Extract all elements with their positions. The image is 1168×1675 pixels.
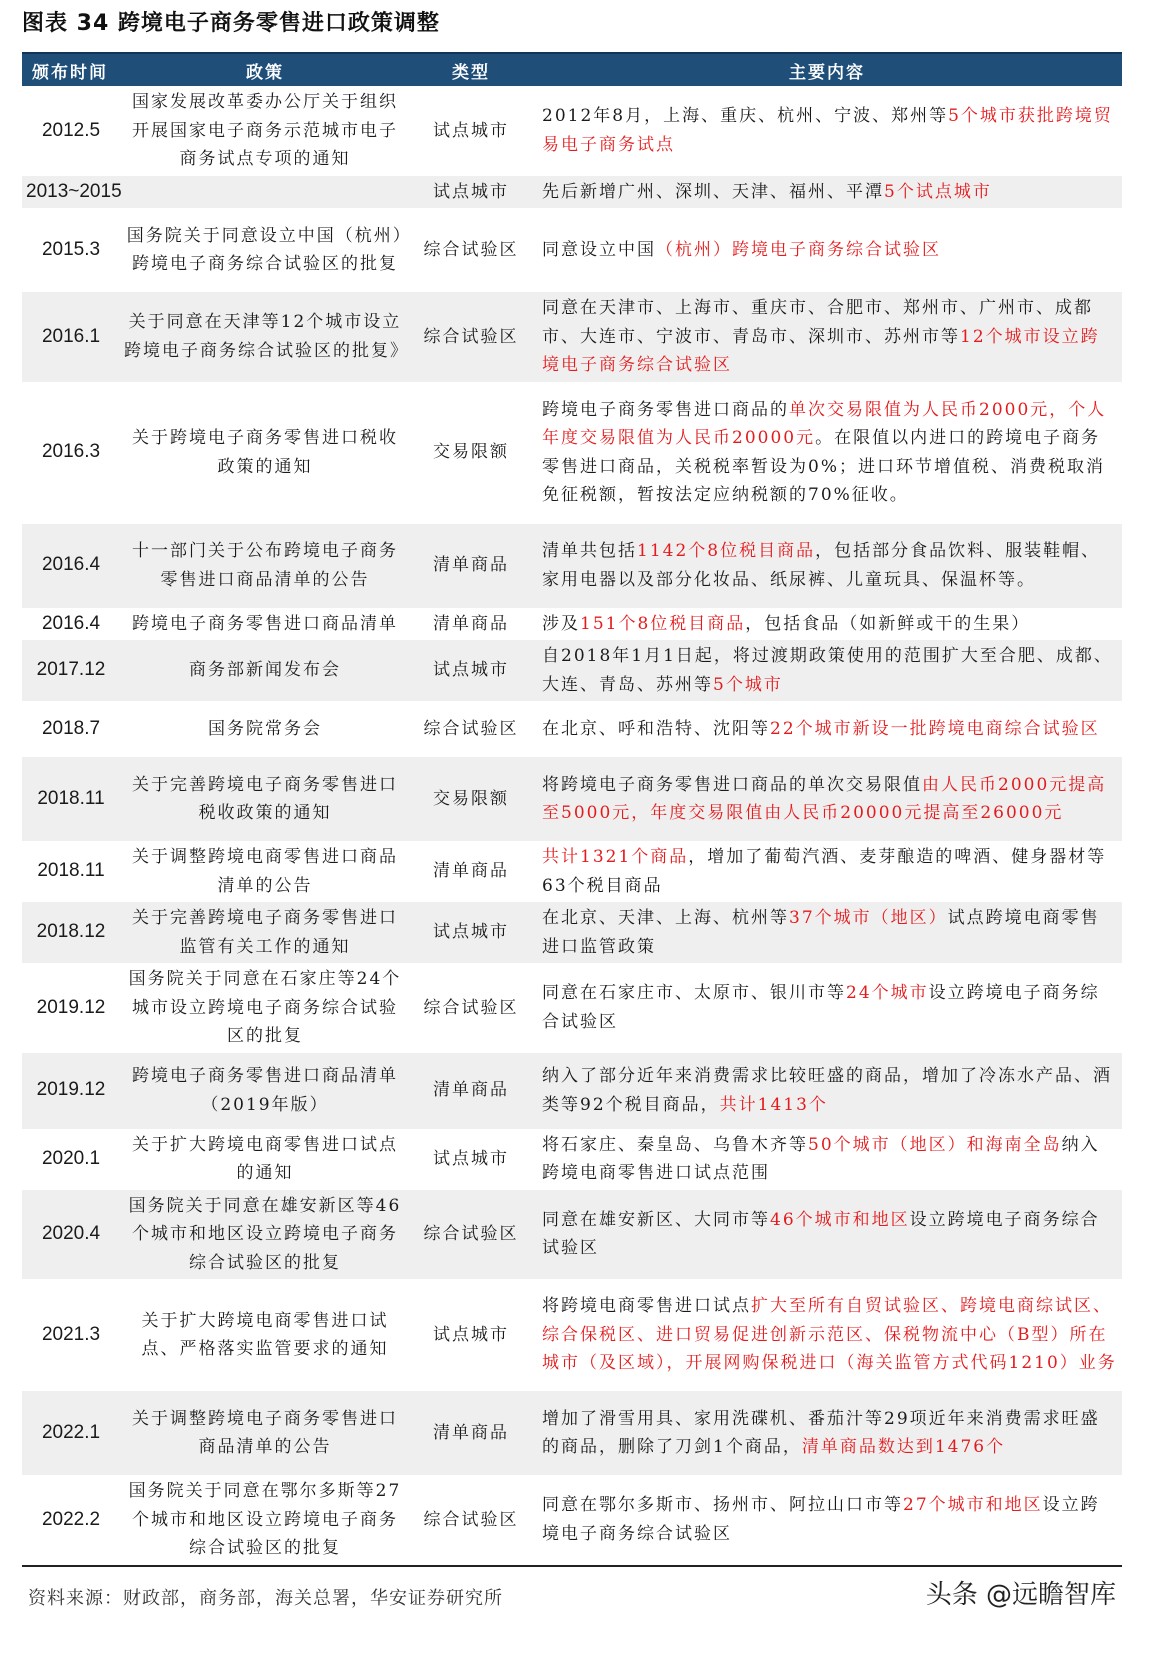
cell-type: 综合试验区 bbox=[423, 997, 519, 1018]
cell-content bbox=[532, 208, 1122, 292]
cell-content bbox=[532, 1190, 1122, 1280]
content-text: 试点跨境电商零售进口监管政策 bbox=[542, 908, 1100, 957]
cell-date: 2022.1 bbox=[41, 1421, 101, 1443]
highlight-text: 12个城市设立跨境电子商务综合试验区 bbox=[542, 326, 1100, 375]
cell-policy: 关于调整跨境电商零售进口商品清单的公告 bbox=[132, 847, 398, 896]
watermark: 头条 @远瞻智库 bbox=[925, 1580, 1116, 1610]
cell-date: 2018.11 bbox=[37, 860, 105, 882]
content-text: 。在限值以内进口的跨境电子商务零售进口商品，关税税率暂设为0%；进口环节增值税、消费税取消免征税额，暂按法定应纳税额的70%征收。 bbox=[542, 428, 1105, 505]
highlight-text: 24个城市 bbox=[846, 983, 929, 1004]
content-text: 同意在石家庄市、太原市、银川市等 bbox=[542, 983, 846, 1004]
cell-type: 综合试验区 bbox=[423, 1509, 519, 1530]
content-text: 设立跨境电子商务综合试验区 bbox=[542, 1209, 1100, 1259]
table-row bbox=[22, 608, 1122, 641]
cell-policy: 关于扩大跨境电商零售进口试点的通知 bbox=[132, 1134, 398, 1183]
cell-type: 交易限额 bbox=[433, 788, 509, 809]
cell-type: 试点城市 bbox=[433, 660, 509, 681]
header-type: 类型 bbox=[452, 62, 490, 83]
content-text: 先后新增广州、深圳、天津、福州、平潭 bbox=[542, 181, 884, 202]
cell-content bbox=[532, 757, 1122, 841]
cell-content bbox=[532, 701, 1122, 757]
cell-policy: 十一部门关于公布跨境电子商务零售进口商品清单的公告 bbox=[132, 541, 398, 590]
cell-type: 清单商品 bbox=[433, 861, 509, 882]
header-date: 颁布时间 bbox=[32, 62, 108, 83]
content-text: 同意在鄂尔多斯市、扬州市、阿拉山口市等 bbox=[542, 1495, 903, 1516]
cell-policy: 国务院关于同意在石家庄等24个城市设立跨境电子商务综合试验区的批复 bbox=[128, 969, 402, 1046]
content-text: 将跨境电子商务零售进口商品的单次交易限值 bbox=[542, 774, 922, 795]
table-row bbox=[22, 176, 1122, 209]
content-text: 同意设立中国 bbox=[542, 239, 656, 260]
content-text: 涉及 bbox=[542, 613, 580, 634]
bottom-rule bbox=[22, 1565, 1122, 1567]
table-header bbox=[22, 53, 1122, 86]
cell-date: 2021.3 bbox=[41, 1323, 101, 1345]
header-policy: 政策 bbox=[246, 62, 284, 83]
cell-content bbox=[532, 902, 1122, 963]
cell-policy: 跨境电子商务零售进口商品清单 bbox=[132, 613, 398, 634]
cell-date: 2019.12 bbox=[36, 1079, 106, 1101]
table-row bbox=[22, 963, 1122, 1053]
cell-date: 2018.11 bbox=[37, 787, 105, 809]
highlight-text: 5个城市 bbox=[713, 674, 783, 695]
cell-date: 2019.12 bbox=[36, 996, 106, 1018]
figure-title: 图表 34 跨境电子商务零售进口政策调整 bbox=[22, 11, 440, 36]
cell-content bbox=[532, 382, 1122, 524]
cell-content bbox=[532, 524, 1122, 608]
header-content: 主要内容 bbox=[789, 62, 865, 83]
cell-policy: 关于调整跨境电子商务零售进口商品清单的公告 bbox=[132, 1408, 398, 1457]
content-text: 增加了滑雪用具、家用洗碟机、番茄汁等29项近年来消费需求旺盛的商品，删除了刀剑1个商品， bbox=[542, 1408, 1100, 1457]
highlight-text: 46个城市和地区 bbox=[770, 1209, 910, 1230]
table-body bbox=[22, 86, 1122, 1565]
table-row bbox=[22, 1053, 1122, 1129]
cell-policy: 国务院常务会 bbox=[208, 718, 322, 739]
cell-date: 2013~2015 bbox=[26, 180, 122, 202]
policy-table bbox=[22, 52, 1122, 1565]
table-row bbox=[22, 524, 1122, 608]
cell-date: 2016.4 bbox=[41, 612, 101, 634]
cell-type: 清单商品 bbox=[433, 1422, 509, 1443]
cell-type: 试点城市 bbox=[433, 1324, 509, 1345]
content-text: 清单共包括 bbox=[542, 541, 637, 561]
cell-date: 2016.3 bbox=[41, 441, 101, 463]
table-row bbox=[22, 208, 1122, 292]
highlight-text: 单次交易限值为人民币2000元，个人年度交易限值为人民币20000元 bbox=[542, 399, 1107, 448]
cell-content bbox=[532, 1053, 1122, 1129]
cell-type: 综合试验区 bbox=[423, 326, 519, 347]
cell-content bbox=[532, 1129, 1122, 1190]
cell-date: 2016.1 bbox=[41, 325, 101, 347]
cell-content bbox=[532, 1391, 1122, 1475]
content-text: 跨境电子商务零售进口商品的 bbox=[542, 399, 789, 420]
cell-type: 清单商品 bbox=[433, 555, 509, 576]
cell-date: 2018.7 bbox=[41, 717, 101, 739]
cell-type: 交易限额 bbox=[433, 442, 509, 463]
cell-policy: 关于同意在天津等12个城市设立跨境电子商务综合试验区的批复》 bbox=[124, 312, 409, 361]
table-row bbox=[22, 841, 1122, 902]
content-text: 设立跨境电子商务综合试验区 bbox=[542, 983, 1100, 1032]
cell-date: 2012.5 bbox=[41, 119, 101, 141]
highlight-text: 共计1321个商品 bbox=[542, 847, 689, 867]
cell-type: 试点城市 bbox=[433, 1148, 509, 1169]
content-text: 2012年8月，上海、重庆、杭州、宁波、郑州等 bbox=[542, 106, 949, 127]
content-text: 纳入了部分近年来消费需求比较旺盛的商品，增加了冷冻水产品、酒类等92个税目商品， bbox=[542, 1066, 1112, 1115]
content-text: 在北京、呼和浩特、沈阳等 bbox=[542, 718, 770, 739]
highlight-text: 37个城市（地区） bbox=[789, 908, 948, 928]
content-text: 同意在雄安新区、大同市等 bbox=[542, 1209, 770, 1230]
cell-content bbox=[532, 640, 1122, 701]
table-row bbox=[22, 382, 1122, 524]
cell-content bbox=[532, 963, 1122, 1053]
cell-policy: 国家发展改革委办公厅关于组织开展国家电子商务示范城市电子商务试点专项的通知 bbox=[132, 92, 398, 169]
cell-type: 试点城市 bbox=[433, 922, 509, 943]
cell-type: 清单商品 bbox=[433, 1080, 509, 1101]
cell-policy: 关于跨境电子商务零售进口税收政策的通知 bbox=[132, 428, 398, 477]
highlight-text: 22个城市新设一批跨境电商综合试验区 bbox=[770, 718, 1100, 739]
highlight-text: 1142个8位税目商品 bbox=[637, 541, 816, 561]
table-row bbox=[22, 701, 1122, 757]
highlight-text: 由人民币2000元提高至5000元，年度交易限值由人民币20000元提高至26000元 bbox=[542, 774, 1107, 823]
cell-policy: 跨境电子商务零售进口商品清单（2019年版） bbox=[132, 1066, 398, 1115]
cell-policy: 关于完善跨境电子商务零售进口税收政策的通知 bbox=[132, 774, 398, 823]
cell-policy: 关于扩大跨境电商零售进口试点、严格落实监管要求的通知 bbox=[141, 1310, 389, 1359]
table-row bbox=[22, 1475, 1122, 1565]
table-row bbox=[22, 902, 1122, 963]
highlight-text: 共计1413个 bbox=[719, 1094, 828, 1115]
highlight-text: （杭州）跨境电子商务综合试验区 bbox=[656, 239, 941, 260]
cell-type: 清单商品 bbox=[433, 613, 509, 634]
cell-policy: 商务部新闻发布会 bbox=[189, 660, 341, 681]
cell-type: 试点城市 bbox=[433, 181, 509, 202]
cell-date: 2020.4 bbox=[41, 1223, 101, 1244]
table-row bbox=[22, 1391, 1122, 1475]
content-text: ，包括食品（如新鲜或干的生果） bbox=[745, 613, 1031, 634]
content-text: 同意在天津市、上海市、重庆市、合肥市、郑州市、广州市、成都市、大连市、宁波市、青岛市、深圳市、苏州市等 bbox=[542, 298, 1093, 347]
cell-type: 综合试验区 bbox=[423, 1224, 519, 1244]
content-text: 将石家庄、秦皇岛、乌鲁木齐等 bbox=[542, 1134, 808, 1155]
highlight-text: 50个城市（地区）和海南全岛 bbox=[808, 1134, 1062, 1155]
table-row bbox=[22, 1190, 1122, 1280]
content-text: 自2018年1月1日起，将过渡期政策使用的范围扩大至合肥、成都、大连、青岛、苏州等 bbox=[542, 646, 1113, 695]
cell-date: 2015.3 bbox=[41, 238, 101, 260]
cell-date: 2016.4 bbox=[41, 554, 101, 576]
cell-content bbox=[532, 608, 1122, 641]
cell-content bbox=[532, 176, 1122, 209]
cell-date: 2018.12 bbox=[36, 921, 106, 943]
table-row bbox=[22, 1129, 1122, 1190]
highlight-text: 27个城市和地区 bbox=[903, 1495, 1043, 1516]
cell-policy: 国务院关于同意设立中国（杭州）跨境电子商务综合试验区的批复 bbox=[126, 225, 404, 274]
cell-type: 试点城市 bbox=[433, 120, 509, 141]
highlight-text: 5个试点城市 bbox=[884, 181, 992, 202]
content-text: 在北京、天津、上海、杭州等 bbox=[542, 908, 789, 928]
highlight-text: 清单商品数达到1476个 bbox=[801, 1437, 1006, 1457]
cell-content bbox=[532, 1475, 1122, 1565]
cell-policy: 国务院关于同意在鄂尔多斯等27个城市和地区设立跨境电子商务综合试验区的批复 bbox=[128, 1481, 402, 1558]
cell-policy: 国务院关于同意在雄安新区等46个城市和地区设立跨境电子商务综合试验区的批复 bbox=[128, 1195, 402, 1273]
highlight-text: 5个城市获批跨境贸易电子商务试点 bbox=[542, 106, 1113, 155]
table-row bbox=[22, 757, 1122, 841]
cell-content bbox=[532, 1279, 1122, 1391]
table-row bbox=[22, 640, 1122, 701]
table-row bbox=[22, 86, 1122, 176]
cell-policy: 关于完善跨境电子商务零售进口监管有关工作的通知 bbox=[132, 908, 398, 957]
table-row bbox=[22, 292, 1122, 382]
cell-date: 2017.12 bbox=[36, 659, 106, 681]
cell-date: 2022.2 bbox=[41, 1508, 101, 1530]
cell-type: 综合试验区 bbox=[423, 718, 519, 739]
cell-date: 2020.1 bbox=[41, 1147, 101, 1169]
cell-type: 综合试验区 bbox=[423, 239, 519, 260]
cell-policy bbox=[120, 176, 410, 209]
cell-content bbox=[532, 86, 1122, 176]
content-text: 纳入跨境电商零售进口试点范围 bbox=[542, 1134, 1100, 1183]
content-text: 设立跨境电子商务综合试验区 bbox=[542, 1495, 1100, 1544]
highlight-text: 151个8位税目商品 bbox=[580, 613, 746, 634]
source-note: 资料来源：财政部，商务部，海关总署，华安证券研究所 bbox=[28, 1588, 503, 1609]
content-text: ，包括部分食品饮料、服装鞋帽、家用电器以及部分化妆品、纸尿裤、儿童玩具、保温杯等。 bbox=[542, 541, 1101, 590]
content-text: 将跨境电商零售进口试点 bbox=[542, 1296, 751, 1317]
highlight-text: 扩大至所有自贸试验区、跨境电商综试区、综合保税区、进口贸易促进创新示范区、保税物流中心（B型）所在城市（及区域），开展网购保税进口（海关监管方式代码1210）业务 bbox=[542, 1296, 1117, 1374]
content-text: ，增加了葡萄汽酒、麦芽酿造的啤酒、健身器材等63个税目商品 bbox=[542, 847, 1107, 896]
table-row bbox=[22, 1279, 1122, 1391]
cell-content bbox=[532, 292, 1122, 382]
cell-content bbox=[532, 841, 1122, 902]
